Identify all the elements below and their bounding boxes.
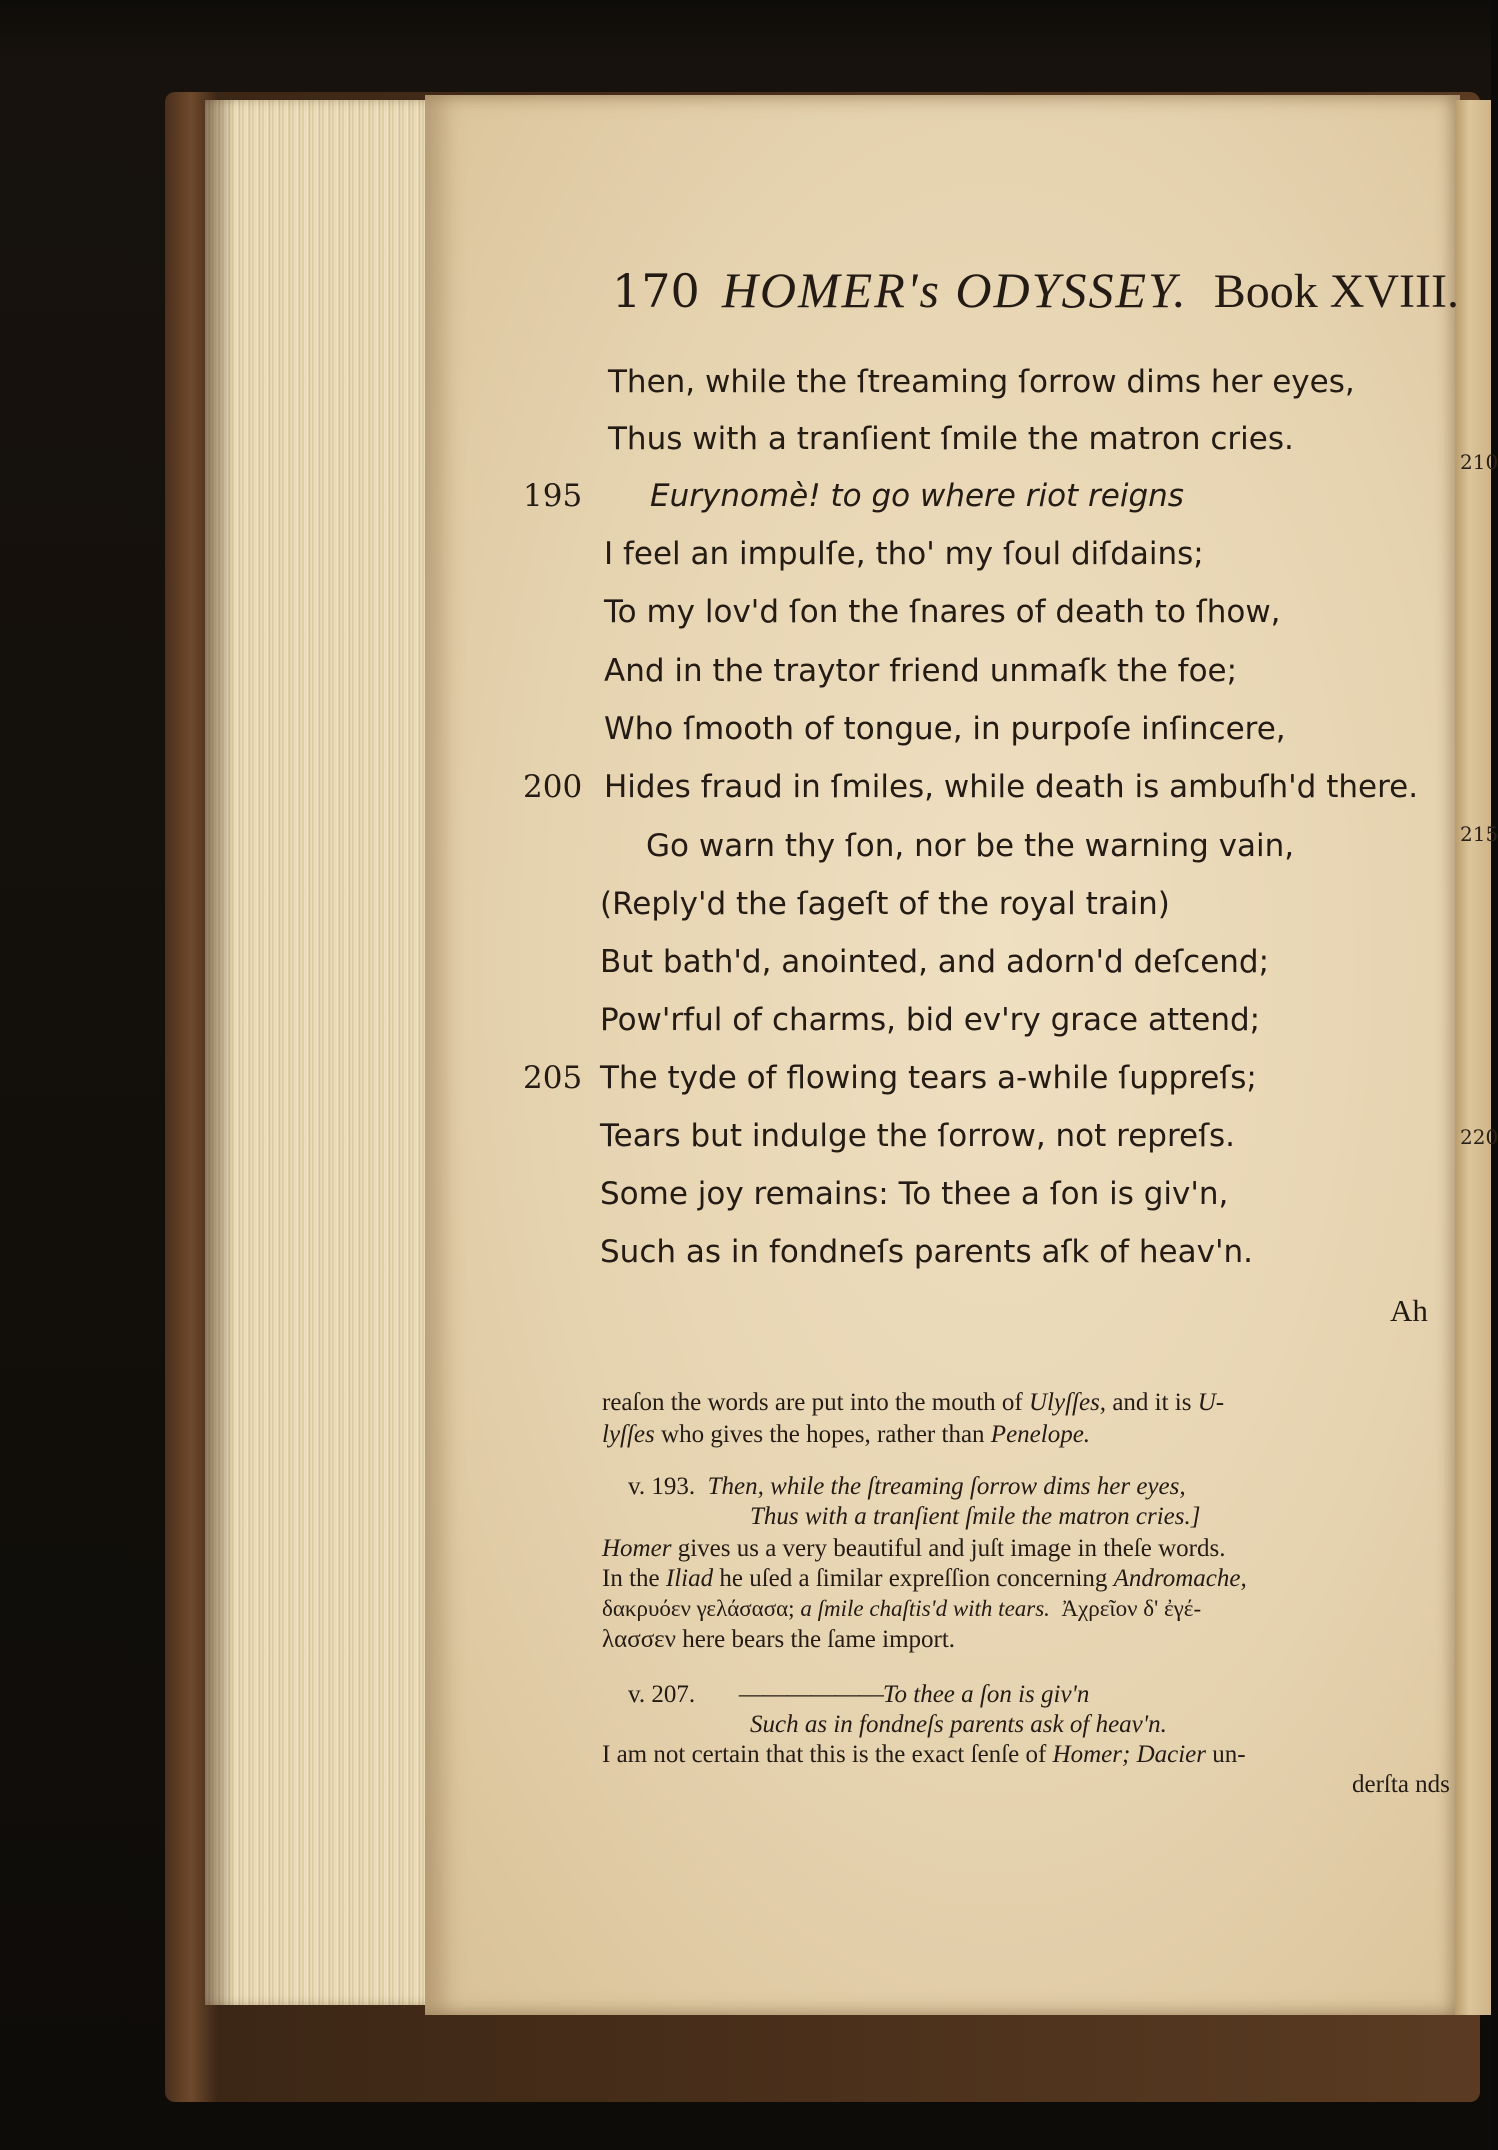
note-line: lyſſes who gives the hopes, rather than Penelope.	[602, 1421, 1091, 1448]
note-line: derſta nds	[1352, 1771, 1450, 1798]
facing-line-number: 210	[1460, 450, 1498, 474]
facing-line-number: 220	[1460, 1125, 1498, 1149]
verse-line: Some joy remains: To thee a ſon is giv'n,	[600, 1176, 1229, 1212]
note-line: δακρυόεν γελάσασα; a ſmile chaſtis'd with tears. Ἀχρεῖον δ' ἐγέ-	[602, 1596, 1202, 1621]
line-number: 195	[523, 478, 583, 514]
facing-line-number: 215	[1460, 822, 1498, 846]
book-label: Book XVIII.	[1213, 265, 1459, 318]
verse-line: (Reply'd the ſageſt of the royal train)	[600, 886, 1170, 922]
note-line: I am not certain that this is the exact ſenſe of Homer; Dacier un-	[602, 1741, 1246, 1768]
verse-line: And in the traytor friend unmaſk the foe;	[604, 653, 1238, 689]
catchword: Ah	[1390, 1293, 1428, 1328]
verse-line: Such as in fondneſs parents aſk of heav'n.	[600, 1234, 1253, 1270]
verse-line: Who ſmooth of tongue, in purpoſe inſincere,	[604, 711, 1286, 747]
note-line: v. 207. ——————To thee a ſon is giv'n	[628, 1681, 1090, 1708]
verse-line: Then, while the ſtreaming ſorrow dims her eyes,	[608, 364, 1355, 400]
verse-line: Hides fraud in ſmiles, while death is ambuſh'd there.	[604, 769, 1419, 805]
running-title: HOMER's ODYSSEY.	[721, 262, 1188, 318]
verse-line: Thus with a tranſient ſmile the matron cries.	[608, 421, 1294, 457]
verse-line: Pow'rful of charms, bid ev'ry grace attend;	[600, 1002, 1261, 1038]
note-line: Thus with a tranſient ſmile the matron cries.]	[750, 1503, 1201, 1530]
line-number: 205	[523, 1060, 583, 1096]
verse-line: To my lov'd ſon the ſnares of death to ſhow,	[604, 594, 1281, 630]
note-line: In the Iliad he uſed a ſimilar expreſſion concerning Andromache,	[602, 1565, 1247, 1592]
note-line: λασσεν here bears the ſame import.	[602, 1626, 956, 1653]
note-reference: v. 193.	[628, 1473, 696, 1500]
page-number: 170	[612, 264, 700, 318]
page-edges	[205, 100, 440, 2005]
verse-line: Tears but indulge the ſorrow, not repreſs.	[600, 1118, 1236, 1154]
verse-line: I feel an impulſe, tho' my ſoul diſdains;	[604, 536, 1204, 572]
note-line: v. 193. Then, while the ſtreaming ſorrow dims her eyes,	[628, 1473, 1186, 1500]
verse-line: Eurynomè! to go where riot reigns	[650, 478, 1184, 514]
line-number: 200	[523, 769, 583, 805]
verse-line: Go warn thy ſon, nor be the warning vain,	[646, 828, 1295, 864]
note-line: Such as in fondneſs parents ask of heav'n.	[750, 1711, 1167, 1738]
page-edge-shadow	[205, 100, 235, 2005]
running-header	[612, 262, 1459, 322]
note-line: reaſon the words are put into the mouth of Ulyſſes, and it is U-	[602, 1389, 1225, 1416]
note-line: Homer gives us a very beautiful and juſt image in theſe words.	[602, 1535, 1226, 1562]
verse-line: The tyde of flowing tears a-while ſuppreſs;	[600, 1060, 1257, 1096]
note-reference: v. 207.	[628, 1681, 696, 1708]
facing-page-edge	[1455, 100, 1498, 2015]
verse-line: But bath'd, anointed, and adorn'd deſcend;	[600, 944, 1270, 980]
